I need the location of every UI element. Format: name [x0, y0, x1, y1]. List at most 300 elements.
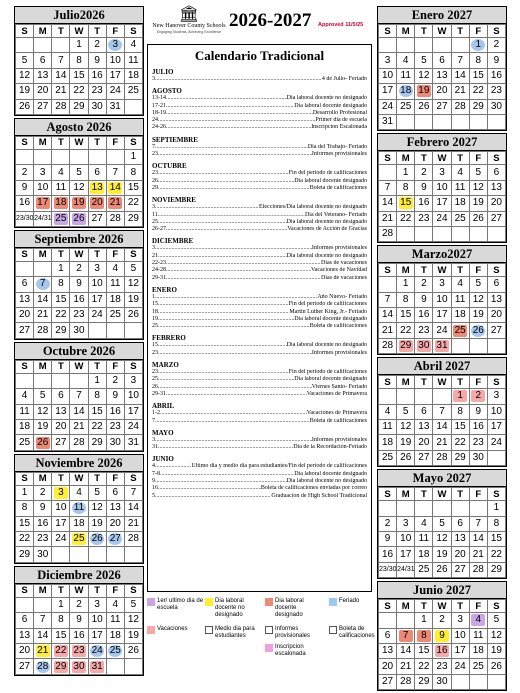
- day-number: 21: [37, 309, 49, 321]
- weekday-header: S: [124, 584, 142, 597]
- day-cell: [52, 404, 70, 419]
- day-cell: [433, 674, 451, 689]
- leader-dots: [158, 212, 305, 219]
- day-number: 27: [490, 212, 502, 224]
- day-number: 5: [21, 54, 28, 66]
- day-cell: [433, 531, 451, 546]
- day-number: 28: [127, 533, 139, 545]
- day-number: 17: [400, 548, 412, 560]
- month-abril2027: [377, 357, 507, 467]
- day-number: 12: [127, 278, 139, 290]
- day-cell: [487, 450, 505, 465]
- day-cell: [106, 323, 124, 338]
- day-number: 11: [454, 293, 466, 305]
- day-cell: [397, 292, 415, 307]
- event-description: Dias de vacaciones: [321, 260, 367, 267]
- weekday-header: S: [124, 360, 142, 373]
- day-number: 19: [400, 436, 412, 448]
- legend-label: Feriado: [339, 598, 360, 604]
- day-number: 30: [418, 340, 430, 352]
- day-number: 13: [382, 645, 394, 657]
- day-cell: [124, 597, 142, 612]
- day-cell: [451, 628, 469, 643]
- day-number: 10: [400, 533, 412, 545]
- legend-item: [147, 598, 207, 612]
- day-cell: [433, 338, 451, 353]
- day-cell: [34, 485, 52, 500]
- day-cell: [70, 404, 88, 419]
- day-number: 6: [384, 629, 391, 641]
- event-date: 23: [152, 369, 158, 376]
- weekday-header: S: [16, 248, 34, 261]
- day-number: 2: [471, 390, 485, 402]
- day-cell: [397, 547, 415, 562]
- day-cell: [487, 114, 505, 129]
- day-cell: [451, 501, 469, 516]
- day-number: 27: [55, 436, 67, 448]
- event-row: [148, 170, 371, 177]
- leader-dots: [166, 260, 321, 267]
- day-cell: [106, 547, 124, 562]
- month-title: Julio2026: [15, 7, 143, 24]
- day-cell: [70, 99, 88, 114]
- day-cell: [415, 450, 433, 465]
- day-cell: [88, 404, 106, 419]
- day-cell: [469, 180, 487, 195]
- day-cell: [52, 420, 70, 435]
- day-number: 19: [472, 309, 484, 321]
- day-number: 27: [490, 324, 502, 336]
- day-number: 10: [490, 405, 502, 417]
- day-number: 20: [19, 645, 31, 657]
- day-cell: [124, 547, 142, 562]
- day-number: 26: [127, 309, 139, 321]
- day-cell: [415, 84, 433, 99]
- day-cell: [70, 516, 88, 531]
- day-number: 15: [91, 405, 103, 417]
- day-cell: [16, 261, 34, 276]
- day-cell: [106, 531, 124, 546]
- day-number: 15: [19, 517, 31, 529]
- day-number: 16: [73, 629, 85, 641]
- day-cell: [34, 420, 52, 435]
- day-cell: [451, 180, 469, 195]
- day-cell: [16, 68, 34, 83]
- day-cell: [16, 435, 34, 450]
- day-number: 17: [91, 629, 103, 641]
- day-cell: [124, 196, 142, 211]
- day-number: 29: [472, 100, 484, 112]
- day-number: 4: [112, 598, 119, 610]
- day-cell: [106, 277, 124, 292]
- day-cell: [469, 165, 487, 180]
- day-cell: [415, 226, 433, 241]
- day-cell: [433, 404, 451, 419]
- day-cell: [106, 420, 124, 435]
- day-number: 30: [109, 436, 121, 448]
- day-number: 6: [421, 405, 427, 417]
- weekday-header: S: [379, 376, 397, 389]
- day-cell: [16, 53, 34, 68]
- day-number: 14: [73, 405, 85, 417]
- day-number: 22: [454, 436, 466, 448]
- day-cell: [88, 613, 106, 628]
- day-number: 9: [421, 181, 427, 193]
- day-number: 29: [55, 324, 67, 336]
- leader-dots: [155, 204, 259, 211]
- weekday-header: S: [16, 136, 34, 149]
- leader-dots: [158, 117, 316, 124]
- day-number: 27: [37, 100, 49, 112]
- day-number: 27: [454, 563, 466, 575]
- day-cell: [487, 389, 505, 404]
- day-cell: [397, 516, 415, 531]
- day-number: 28: [436, 452, 448, 463]
- event-description: Inscripcion Escalonada: [311, 124, 367, 131]
- legend-swatch: [147, 598, 155, 606]
- day-number: 19: [73, 197, 85, 209]
- day-number: 7: [399, 630, 413, 642]
- event-description: Informes provisionales: [311, 245, 367, 252]
- weekday-header: T: [415, 376, 433, 389]
- event-date: 21: [152, 252, 158, 259]
- day-number: 25: [127, 85, 139, 97]
- legend: [147, 598, 373, 668]
- event-date: 26-27: [152, 226, 166, 233]
- day-number: 7: [130, 487, 137, 498]
- weekday-header: T: [88, 25, 106, 38]
- weekday-header: T: [88, 472, 106, 485]
- day-number: 28: [472, 563, 484, 575]
- day-cell: [106, 308, 124, 323]
- month-title: Mayo 2027: [378, 470, 506, 487]
- day-cell: [88, 196, 106, 211]
- day-number: 13: [418, 421, 430, 433]
- weekday-header: S: [379, 264, 397, 277]
- day-cell: [451, 516, 469, 531]
- day-cell: [124, 292, 142, 307]
- day-cell: [415, 562, 433, 577]
- day-cell: [451, 613, 469, 628]
- day-cell: [124, 99, 142, 114]
- weekday-header: M: [397, 152, 415, 165]
- day-number: 9: [76, 278, 82, 290]
- day-number: 25: [454, 212, 466, 224]
- day-number: 20: [418, 436, 430, 448]
- day-cell: [34, 323, 52, 338]
- leader-dots: [158, 253, 287, 260]
- day-cell: [106, 516, 124, 531]
- day-cell: [469, 211, 487, 226]
- day-number: 18: [73, 517, 85, 529]
- legend-item: [265, 626, 325, 640]
- day-cell: [70, 531, 88, 546]
- month-enero2027: [377, 6, 507, 131]
- day-number: 22: [73, 85, 85, 97]
- day-number: 10: [454, 629, 466, 641]
- day-number: 20: [91, 197, 103, 209]
- day-cell: [397, 114, 415, 129]
- day-cell: [88, 149, 106, 164]
- day-cell: [379, 613, 397, 628]
- weekday-header: F: [469, 488, 487, 501]
- weekday-header: F: [106, 472, 124, 485]
- day-cell: [124, 308, 142, 323]
- day-number: 27: [91, 212, 103, 224]
- event-description: Boleta de calificaciones: [309, 323, 367, 330]
- day-cell: [70, 597, 88, 612]
- day-cell: [469, 628, 487, 643]
- day-cell: [397, 226, 415, 241]
- day-number: 8: [402, 181, 409, 193]
- leader-dots: [155, 463, 191, 470]
- event-row: [148, 103, 371, 110]
- day-cell: [124, 643, 142, 658]
- day-cell: [379, 53, 397, 68]
- day-cell: [379, 674, 397, 689]
- event-date: 5: [152, 492, 155, 499]
- day-cell: [469, 450, 487, 465]
- day-number: 4: [457, 278, 463, 290]
- day-cell: [415, 531, 433, 546]
- day-number: 20: [454, 548, 466, 560]
- month-grid: [15, 24, 143, 115]
- day-cell: [469, 308, 487, 323]
- day-cell: [70, 628, 88, 643]
- day-number: 18: [418, 548, 430, 560]
- day-cell: [70, 292, 88, 307]
- day-cell: [106, 485, 124, 500]
- event-row: [148, 95, 371, 102]
- legend-swatch: [329, 626, 337, 634]
- day-cell: [469, 674, 487, 689]
- day-number: 2: [439, 614, 445, 626]
- day-cell: [16, 501, 34, 516]
- day-number: 11: [73, 502, 85, 514]
- event-description: Vacaciones de Acción de Gracias: [287, 226, 367, 233]
- event-row: [148, 350, 371, 357]
- day-number: 14: [472, 533, 484, 545]
- day-number: 9: [421, 293, 427, 305]
- day-number: 29: [73, 100, 85, 112]
- day-number: 16: [19, 197, 31, 209]
- day-cell: [469, 659, 487, 674]
- month-marzo2027: [377, 245, 507, 355]
- day-cell: [415, 613, 433, 628]
- day-cell: [397, 196, 415, 211]
- day-cell: [106, 643, 124, 658]
- day-number: 4: [58, 166, 64, 178]
- day-number: 22: [91, 421, 103, 433]
- day-number: 1: [471, 39, 485, 51]
- event-section-title: JULIO: [152, 68, 174, 76]
- event-description: Dia del Trabajo- Feriado: [307, 143, 367, 150]
- day-cell: [397, 84, 415, 99]
- day-number: 13: [19, 293, 31, 305]
- legend-label: Dia laboral docente no designado: [215, 598, 245, 618]
- day-number: 25: [109, 645, 121, 657]
- event-date: 25: [152, 218, 158, 225]
- weekday-header: T: [451, 264, 469, 277]
- day-cell: [397, 531, 415, 546]
- day-number: 2: [112, 375, 119, 387]
- day-number: 18: [127, 69, 139, 81]
- day-cell: [433, 659, 451, 674]
- day-cell: [451, 562, 469, 577]
- day-number: 26: [19, 100, 31, 112]
- weekday-header: F: [469, 600, 487, 613]
- day-cell: [70, 84, 88, 99]
- day-cell: [487, 292, 505, 307]
- day-cell: [451, 226, 469, 241]
- day-number: 29: [55, 660, 67, 672]
- day-number: 30: [436, 675, 448, 687]
- day-number: 1: [58, 598, 64, 610]
- day-number: 30: [490, 100, 502, 112]
- day-number: 16: [73, 293, 85, 305]
- event-section-title: JUNIO: [152, 455, 174, 464]
- day-number: 12: [418, 69, 430, 81]
- day-cell: [106, 53, 124, 68]
- day-number: 25: [472, 660, 484, 672]
- event-description: Dia laboral docente designado: [294, 470, 367, 477]
- weekday-header: W: [70, 248, 88, 261]
- day-cell: [88, 516, 106, 531]
- day-number: 13: [19, 629, 31, 641]
- day-number: 16: [436, 645, 448, 657]
- day-cell: [124, 68, 142, 83]
- event-section-title: FEBRERO: [152, 334, 186, 343]
- event-date: 23: [152, 349, 158, 356]
- day-cell: [52, 643, 70, 658]
- day-number: 12: [91, 502, 103, 514]
- day-cell: [487, 196, 505, 211]
- day-number: 21: [127, 517, 139, 529]
- day-cell: [88, 659, 106, 674]
- day-number: 22: [472, 85, 484, 97]
- day-cell: [52, 277, 70, 292]
- day-cell: [124, 84, 142, 99]
- day-number: 24: [436, 324, 448, 336]
- day-number: 17: [490, 421, 502, 433]
- day-cell: [379, 38, 397, 53]
- weekday-header: W: [70, 136, 88, 149]
- day-number: 20: [55, 421, 67, 433]
- day-number: 8: [76, 54, 82, 66]
- leader-dots: [158, 178, 294, 185]
- day-cell: [379, 308, 397, 323]
- event-row: [148, 418, 371, 425]
- day-cell: [52, 597, 70, 612]
- day-number: 29: [127, 212, 139, 224]
- day-cell: [16, 516, 34, 531]
- day-number: 24: [109, 85, 121, 97]
- leader-dots: [155, 478, 287, 485]
- leader-dots: [155, 144, 308, 151]
- day-number: 26: [436, 563, 448, 575]
- month-title: Septiembre 2026: [15, 231, 143, 248]
- day-cell: [88, 420, 106, 435]
- weekday-header: T: [451, 152, 469, 165]
- day-cell: [70, 420, 88, 435]
- day-cell: [487, 435, 505, 450]
- day-number: 24: [436, 212, 448, 224]
- event-date: 22-23: [152, 260, 166, 267]
- day-number: 3: [39, 166, 46, 178]
- day-cell: [397, 450, 415, 465]
- day-cell: [487, 323, 505, 338]
- day-number: 4: [384, 405, 391, 417]
- event-date: 3: [152, 204, 155, 211]
- day-cell: [70, 261, 88, 276]
- day-cell: [16, 84, 34, 99]
- leader-dots: [155, 245, 312, 252]
- day-number: 11: [382, 421, 393, 433]
- event-date: 19: [152, 315, 158, 322]
- day-number: 7: [36, 278, 50, 290]
- day-cell: [16, 99, 34, 114]
- leader-dots: [158, 384, 312, 391]
- day-cell: [379, 516, 397, 531]
- day-cell: [52, 84, 70, 99]
- day-cell: [52, 196, 70, 211]
- day-cell: [415, 547, 433, 562]
- month-grid: [378, 599, 506, 690]
- day-cell: [52, 547, 70, 562]
- day-number: 2: [21, 166, 28, 178]
- day-number: 19: [418, 85, 430, 97]
- day-number: 25: [418, 563, 430, 575]
- day-cell: [451, 99, 469, 114]
- day-cell: [397, 277, 415, 292]
- weekday-header: F: [106, 360, 124, 373]
- day-number: 1: [402, 166, 409, 178]
- month-julio2026: [14, 6, 144, 116]
- day-cell: [52, 211, 70, 226]
- day-number: 12: [127, 614, 139, 626]
- day-cell: [70, 211, 88, 226]
- day-cell: [397, 659, 415, 674]
- day-number: 25: [73, 533, 85, 545]
- day-number: 13: [91, 181, 103, 193]
- day-cell: [433, 196, 451, 211]
- day-cell: [433, 613, 451, 628]
- legend-label: Dia laboral docente designado: [275, 598, 304, 618]
- month-title: Abril 2027: [378, 358, 506, 375]
- day-number: 23: [418, 324, 430, 336]
- day-cell: [52, 485, 70, 500]
- day-number: 15: [400, 309, 412, 321]
- legend-swatch: [205, 626, 213, 634]
- day-number: 18: [454, 309, 466, 321]
- day-number: 24: [454, 660, 466, 672]
- day-cell: [34, 659, 52, 674]
- day-number: 31: [127, 436, 139, 448]
- day-cell: [34, 501, 52, 516]
- event-date: 18-19: [152, 109, 166, 116]
- day-number: 7: [439, 405, 445, 417]
- day-cell: [106, 628, 124, 643]
- day-cell: [397, 323, 415, 338]
- day-number: 12: [37, 405, 49, 417]
- day-number: 20: [37, 85, 49, 97]
- month-febrero2027: [377, 133, 507, 243]
- day-number: 9: [112, 390, 119, 402]
- event-date: 7: [152, 143, 155, 150]
- day-cell: [487, 277, 505, 292]
- event-description: Informes provisionales: [311, 436, 367, 443]
- day-cell: [415, 323, 433, 338]
